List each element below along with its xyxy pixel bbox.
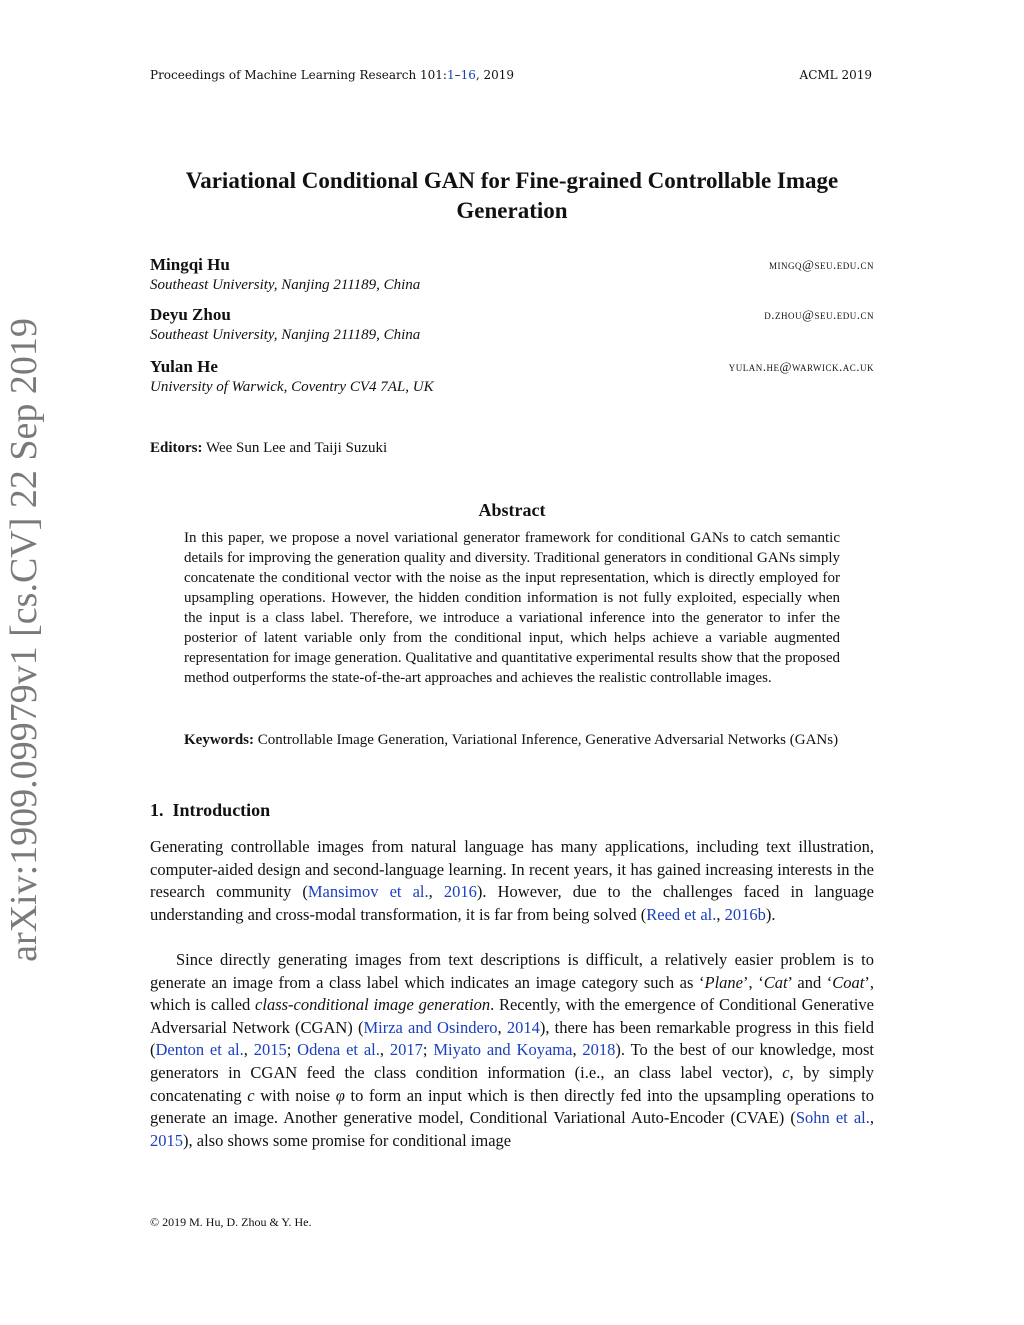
citation-separator: , (497, 1017, 507, 1037)
citation-link[interactable]: Sohn et al. (795, 1108, 870, 1128)
italic-term: Coat (832, 972, 865, 992)
paragraph-text: ). (765, 904, 776, 924)
keywords-line (184, 730, 840, 750)
paragraph-text: ’, which is called (150, 972, 875, 1015)
citation-link[interactable]: 2018 (582, 1040, 616, 1060)
italic-term: Cat (763, 972, 788, 992)
section-heading (150, 800, 270, 821)
paragraph-text: ’, ‘ (743, 972, 764, 992)
author-affiliation: University of Warwick, Coventry CV4 7AL, UK (150, 379, 434, 395)
section-title: Introduction (172, 800, 271, 820)
author-name: Mingqi Hu (150, 255, 230, 274)
paragraph-text: . Recently, with the emergence of Conditional Generative Adversarial Network (CGAN) ( (150, 995, 875, 1037)
paragraph-text: with noise (254, 1085, 336, 1105)
author-email[interactable]: d.zhou@seu.edu.cn (764, 307, 874, 322)
keywords-text: Controllable Image Generation, Variational Inference, Generative Adversarial Networks (GANs) (257, 732, 839, 748)
citation-link[interactable]: 2014 (506, 1017, 540, 1037)
citation-link[interactable]: Reed et al. (646, 904, 717, 924)
abstract-heading: Abstract (478, 500, 546, 520)
citation-link[interactable]: 2015 (253, 1040, 287, 1060)
citation-separator: , (716, 904, 725, 924)
italic-term: class-conditional image generation (255, 995, 491, 1015)
author-block (150, 305, 874, 344)
paragraph (150, 836, 874, 926)
page-start-link[interactable]: 1 (446, 68, 455, 82)
math-symbol: c (247, 1085, 255, 1105)
paragraph (150, 949, 874, 1152)
paragraph-text: to form an input which is then directly fed into the upsampling operations to generate an image. Another generative model, Conditional Variational Auto-Encoder (CVAE) ( (150, 1085, 874, 1128)
copyright-footer: © 2019 M. Hu, D. Zhou & Y. He. (150, 1215, 312, 1229)
header-year: , 2019 (475, 68, 515, 82)
author-name: Deyu Zhou (150, 305, 231, 324)
page-range-separator: – (454, 68, 461, 82)
citation-link[interactable]: 2016 (443, 882, 477, 902)
paragraph-text: Generating controllable images from natural language has many applications, including text illustration, computer-aided design and second-language learning. In recent years, it has gained increasing interests in the research community ( (150, 837, 874, 902)
citation-separator: , (572, 1040, 583, 1060)
paragraph-text: , by simply concatenating (150, 1062, 874, 1105)
editors-names: Wee Sun Lee and Taiji Suzuki (205, 440, 388, 456)
editors-line (150, 440, 387, 457)
paragraph-text: ’ and ‘ (787, 972, 833, 992)
author-affiliation: Southeast University, Nanjing 211189, China (150, 327, 421, 343)
citation-link[interactable]: Denton et al. (155, 1040, 244, 1060)
paragraph-text: Since directly generating images from text descriptions is difficult, a relatively easier problem is to generate an image from a class label which indicates an image category such as ‘ (150, 950, 874, 992)
paragraph-text: ). However, due to the challenges faced in language understanding and cross-modal transformation, it is far from being solved ( (150, 882, 874, 924)
italic-term: Plane (704, 972, 743, 992)
keywords-label: Keywords: (184, 732, 254, 748)
author-email[interactable]: yulan.he@warwick.ac.uk (728, 359, 874, 374)
paragraph-text: ), there has been remarkable progress in this field ( (150, 1017, 874, 1060)
conference-name: ACML 2019 (799, 68, 872, 82)
author-email[interactable]: mingq@seu.edu.cn (769, 257, 874, 272)
citation-separator: , (243, 1040, 254, 1060)
section-number: 1. (150, 800, 164, 820)
paragraph-text: ), also shows some promise for conditional image (183, 1130, 512, 1150)
citation-link[interactable]: Mirza and Osindero (363, 1017, 498, 1037)
citation-separator: , (869, 1108, 874, 1128)
running-header-left (150, 68, 514, 82)
citation-link[interactable]: 2015 (150, 1130, 183, 1150)
arxiv-stamp: arXiv:1909.09979v1 [cs.CV] 22 Sep 2019 (3, 318, 45, 962)
editors-label: Editors: (150, 440, 203, 456)
citation-separator: ; (286, 1040, 298, 1060)
citation-link[interactable]: Miyato and Koyama (433, 1040, 573, 1060)
paper-title: Variational Conditional GAN for Fine-grained Controllable Image Generation (185, 168, 839, 223)
citation-link[interactable]: 2017 (389, 1040, 423, 1060)
page-end-link[interactable]: 16 (460, 68, 476, 82)
abstract-text: In this paper, we propose a novel variational generator framework for conditional GANs to catch semantic details for improving the generation quality and diversity. Traditional generators in conditional GANs simply concatenate the conditional vector with the noise as the input representation, which is directly employed for upsampling operations. However, the hidden condition information is not fully exploited, especially when the input is a class label. Therefore, we introduce a variational inference into the generator to infer the posterior of latent variable only from the conditional input, which helps achieve a variable augmented representation for image generation. Qualitative and quantitative experimental results show that the proposed method outperforms the state-of-the-art approaches and achieves the realistic controllable images. (184, 530, 840, 686)
citation-link[interactable]: Odena et al. (297, 1040, 380, 1060)
author-block (150, 357, 874, 396)
author-affiliation: Southeast University, Nanjing 211189, China (150, 277, 421, 293)
paragraph-text: ). To the best of our knowledge, most generators in CGAN feed the class condition information (i.e., an class label vector), (150, 1040, 875, 1082)
citation-separator: ; (422, 1040, 434, 1060)
math-symbol: φ (335, 1085, 345, 1105)
author-block (150, 255, 874, 294)
author-name: Yulan He (150, 357, 218, 376)
citation-link[interactable]: 2016b (724, 904, 766, 924)
journal-name: Proceedings of Machine Learning Research 101: (150, 68, 447, 82)
citation-link[interactable]: Mansimov et al. (307, 882, 429, 902)
math-symbol: c (782, 1062, 790, 1082)
citation-separator: , (428, 882, 444, 902)
citation-separator: , (379, 1040, 390, 1060)
